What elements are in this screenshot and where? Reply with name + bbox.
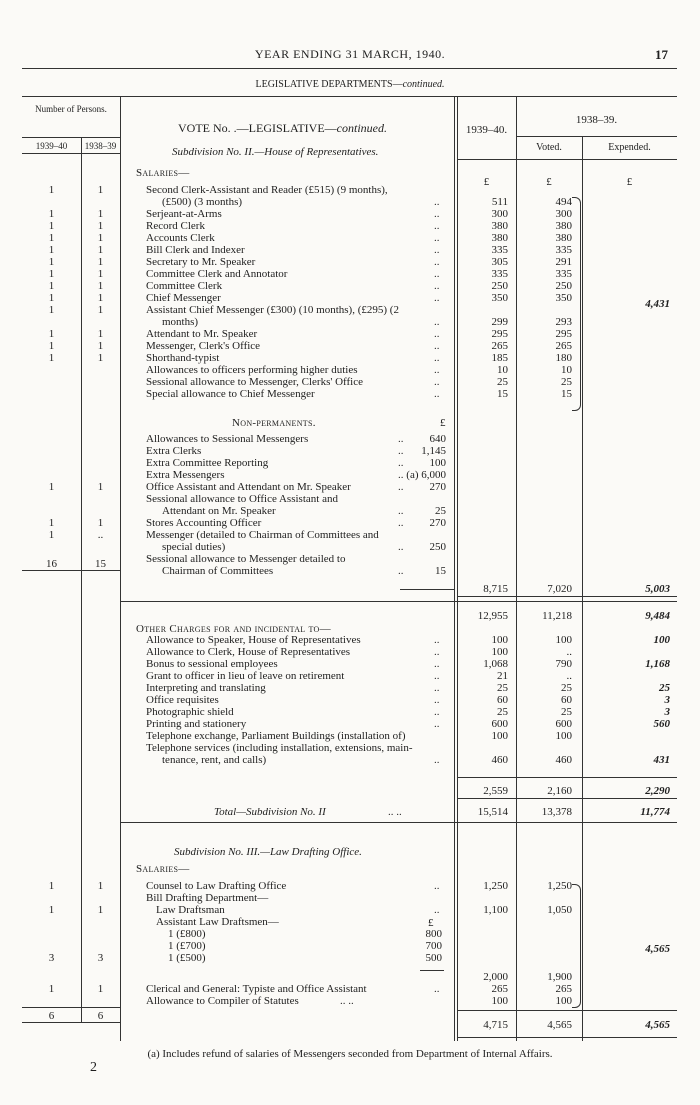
rule-line bbox=[457, 777, 677, 778]
voted-1938-39: 100 bbox=[555, 634, 572, 646]
persons-1939-cell: 1 bbox=[48, 292, 55, 304]
persons-1939-cell: 1 bbox=[48, 328, 55, 340]
leader-dots: .. bbox=[434, 328, 440, 340]
row-description: Extra Clerks bbox=[146, 445, 202, 457]
persons-1939-cell: 1 bbox=[48, 983, 55, 995]
persons-1939-cell: 1 bbox=[48, 208, 55, 220]
row-description: 1 (£800) bbox=[168, 928, 206, 940]
voted-1938-39: 460 bbox=[555, 754, 572, 766]
voted-1938-39: 25 bbox=[561, 682, 572, 694]
non-permanent-amount: 640 bbox=[429, 433, 446, 445]
rule-line bbox=[120, 822, 677, 823]
subtotal-voted: 11,218 bbox=[542, 610, 572, 622]
row-description: Interpreting and translating bbox=[146, 682, 266, 694]
row-description: Stores Accounting Officer bbox=[146, 517, 262, 529]
row-description: Bill Clerk and Indexer bbox=[146, 244, 245, 256]
amount-1939-40: 2,000 bbox=[483, 971, 508, 983]
other-total-expended: 2,290 bbox=[645, 785, 670, 797]
leader-dots: .. bbox=[434, 634, 440, 646]
rule-line bbox=[457, 798, 677, 799]
persons-1938-cell: 1 bbox=[97, 220, 104, 232]
row-description: Clerical and General: Typiste and Office Assistant bbox=[146, 983, 367, 995]
non-permanent-amount: 270 bbox=[429, 517, 446, 529]
rule-line bbox=[457, 1010, 677, 1011]
persons-1939-cell: 1 bbox=[48, 232, 55, 244]
leader-dots: .. bbox=[434, 196, 440, 208]
subtotal-expended: 9,484 bbox=[645, 610, 670, 622]
leader-dots: .. bbox=[434, 983, 440, 995]
row-description: Bonus to sessional employees bbox=[146, 658, 278, 670]
voted-1938-39: 15 bbox=[561, 388, 572, 400]
non-permanents-heading: Non-permanents. bbox=[232, 417, 316, 429]
persons-1938-cell: 1 bbox=[97, 208, 104, 220]
subtotal-1939-40: 12,955 bbox=[477, 610, 508, 622]
row-description: Secretary to Mr. Speaker bbox=[146, 256, 256, 268]
voted-1938-39: 380 bbox=[555, 220, 572, 232]
voted-1938-39: .. bbox=[566, 670, 572, 682]
leader-dots: .. bbox=[398, 517, 404, 529]
amount-1939-40: 100 bbox=[491, 634, 508, 646]
currency-symbol: £ bbox=[440, 417, 446, 429]
amount-1939-40: 265 bbox=[491, 340, 508, 352]
voted-1938-39: 291 bbox=[555, 256, 572, 268]
persons-1938-cell: 1 bbox=[97, 517, 104, 529]
voted-1938-39: 1,250 bbox=[547, 880, 572, 892]
rule-line bbox=[22, 1007, 120, 1008]
rule-line bbox=[22, 570, 120, 571]
leader-dots: .. bbox=[434, 280, 440, 292]
assistant-amount: 800 bbox=[425, 928, 442, 940]
row-description: Allowances to officers performing higher duties bbox=[146, 364, 358, 376]
leader-dots: .. bbox=[434, 244, 440, 256]
row-description: Sessional allowance to Messenger detailed to bbox=[146, 553, 346, 565]
voted-1938-39: 100 bbox=[555, 730, 572, 742]
leader-dots: .. bbox=[434, 352, 440, 364]
total-expended: 4,565 bbox=[645, 1019, 670, 1031]
persons-1938-cell: 1 bbox=[97, 880, 104, 892]
amount-1939-40: 10 bbox=[497, 364, 508, 376]
voted-1938-39: 300 bbox=[555, 208, 572, 220]
row-description: 1 (£500) bbox=[168, 952, 206, 964]
row-description: Allowance to Compiler of Statutes bbox=[146, 995, 299, 1007]
amount-1939-40: 380 bbox=[491, 232, 508, 244]
section-subtitle: LEGISLATIVE DEPARTMENTS—continued. bbox=[255, 79, 445, 90]
amount-1939-40: 100 bbox=[491, 995, 508, 1007]
voted-1938-39: 350 bbox=[555, 292, 572, 304]
total-voted: 4,565 bbox=[547, 1019, 572, 1031]
row-description: Extra Messengers bbox=[146, 469, 225, 481]
row-description: Law Draftsman bbox=[156, 904, 225, 916]
voted-header: Voted. bbox=[536, 142, 562, 153]
row-description: Grant to officer in lieu of leave on retirement bbox=[146, 670, 345, 682]
voted-1938-39: 265 bbox=[555, 983, 572, 995]
row-description: Committee Clerk bbox=[146, 280, 223, 292]
amount-1939-40: 25 bbox=[497, 682, 508, 694]
total-label: Total—Subdivision No. II bbox=[214, 806, 326, 818]
non-permanent-amount: 25 bbox=[435, 505, 446, 517]
leader-dots: .. bbox=[398, 433, 404, 445]
amount-1939-40: 265 bbox=[491, 983, 508, 995]
page-title: YEAR ENDING 31 MARCH, 1940. bbox=[254, 47, 446, 61]
amount-1939-40: 100 bbox=[491, 730, 508, 742]
voted-1938-39: 265 bbox=[555, 340, 572, 352]
persons-1939-cell: 1 bbox=[48, 256, 55, 268]
currency-symbol: £ bbox=[428, 917, 434, 929]
row-description: Messenger (detailed to Chairman of Committees and bbox=[146, 529, 379, 541]
amount-1939-40: 335 bbox=[491, 268, 508, 280]
leader-dots: .. bbox=[434, 220, 440, 232]
amount-1939-40: 511 bbox=[491, 196, 508, 208]
row-description: Telephone services (including installation, extensions, main- bbox=[146, 742, 413, 754]
leader-dots: .. bbox=[434, 754, 440, 766]
persons-total-1939: 16 bbox=[46, 558, 57, 570]
non-permanent-amount: 15 bbox=[435, 565, 446, 577]
persons-1938-cell: 1 bbox=[97, 904, 104, 916]
total-expended: 11,774 bbox=[640, 806, 670, 818]
amount-1939-40: 1,250 bbox=[483, 880, 508, 892]
voted-1938-39: 335 bbox=[555, 244, 572, 256]
persons-1939-cell: 1 bbox=[48, 280, 55, 292]
total-voted: 13,378 bbox=[541, 806, 572, 818]
leader-dots: .. bbox=[434, 208, 440, 220]
currency-symbol: £ bbox=[546, 176, 552, 188]
leader-dots: .. bbox=[434, 682, 440, 694]
persons-1938-cell: 1 bbox=[97, 340, 104, 352]
row-description-continued: tenance, rent, and calls) bbox=[162, 754, 267, 766]
amount-1939-40: 300 bbox=[491, 208, 508, 220]
persons-1939-cell: 1 bbox=[48, 268, 55, 280]
row-description: Record Clerk bbox=[146, 220, 205, 232]
leader-dots: .. bbox=[434, 670, 440, 682]
row-description-continued: Chairman of Committees bbox=[162, 565, 274, 577]
total-1939-40: 15,514 bbox=[477, 806, 508, 818]
leader-dots: .. bbox=[434, 658, 440, 670]
subdivision-2-title: Subdivision No. II.—House of Representatives. bbox=[172, 146, 379, 158]
expended-1938-39: 25 bbox=[659, 682, 670, 694]
amount-1939-40: 185 bbox=[491, 352, 508, 364]
persons-1939-cell: 1 bbox=[48, 184, 55, 196]
leader-dots: .. bbox=[398, 565, 404, 577]
amount-1939-40: 250 bbox=[491, 280, 508, 292]
amount-1939-40: 350 bbox=[491, 292, 508, 304]
assistant-amount: 700 bbox=[425, 940, 442, 952]
amount-1939-40: 1,100 bbox=[483, 904, 508, 916]
vote-title: VOTE No. .—LEGISLATIVE—continued. bbox=[178, 121, 387, 135]
amount-1939-40: 25 bbox=[497, 376, 508, 388]
persons-1938-cell: 1 bbox=[97, 184, 104, 196]
leader-dots: .. bbox=[434, 268, 440, 280]
persons-1938-cell: 1 bbox=[97, 268, 104, 280]
row-description: Telephone exchange, Parliament Buildings (installation of) bbox=[146, 730, 406, 742]
assistant-amount: 500 bbox=[425, 952, 442, 964]
row-description: Special allowance to Chief Messenger bbox=[146, 388, 315, 400]
total-1939-40: 4,715 bbox=[483, 1019, 508, 1031]
non-permanent-amount: 270 bbox=[429, 481, 446, 493]
amount-1939-40: 460 bbox=[491, 754, 508, 766]
row-description: Second Clerk-Assistant and Reader (£515) (9 months), bbox=[146, 184, 388, 196]
amount-1939-40: 299 bbox=[491, 316, 508, 328]
row-description: Chief Messenger bbox=[146, 292, 221, 304]
brace-icon bbox=[572, 884, 581, 1008]
persons-1938-cell: .. bbox=[97, 529, 104, 541]
leader-dots: .. bbox=[434, 256, 440, 268]
rule-line bbox=[457, 596, 677, 597]
subdivision-3-title: Subdivision No. III.—Law Drafting Office. bbox=[174, 846, 362, 858]
leader-dots: .. .. bbox=[340, 995, 354, 1007]
row-description: Office requisites bbox=[146, 694, 219, 706]
non-permanent-amount: (a) 6,000 bbox=[406, 469, 446, 481]
amount-1939-40: 305 bbox=[491, 256, 508, 268]
persons-1939-cell: 1 bbox=[48, 352, 55, 364]
leader-dots: .. bbox=[434, 904, 440, 916]
voted-1938-39: 790 bbox=[555, 658, 572, 670]
currency-symbol: £ bbox=[483, 176, 490, 188]
other-total-voted: 2,160 bbox=[547, 785, 572, 797]
row-description: Allowance to Speaker, House of Representatives bbox=[146, 634, 361, 646]
leader-dots: .. bbox=[434, 694, 440, 706]
row-description-continued: Attendant on Mr. Speaker bbox=[162, 505, 276, 517]
subtotal-expended: 5,003 bbox=[645, 583, 670, 595]
persons-1938-cell: 1 bbox=[97, 304, 104, 316]
salaries-heading: Salaries— bbox=[136, 167, 190, 179]
persons-1938-cell: 1 bbox=[97, 352, 104, 364]
amount-1939-40: 600 bbox=[491, 718, 508, 730]
voted-1938-39: 25 bbox=[561, 706, 572, 718]
leader-dots: .. bbox=[398, 445, 404, 457]
row-description: Sessional allowance to Office Assistant and bbox=[146, 493, 338, 505]
row-description: Messenger, Clerk's Office bbox=[146, 340, 261, 352]
persons-1939-cell: 1 bbox=[48, 880, 55, 892]
non-permanent-amount: 250 bbox=[429, 541, 446, 553]
header-rule bbox=[457, 159, 677, 160]
persons-1939-header: 1939–40 bbox=[35, 141, 68, 151]
persons-1939-cell: 1 bbox=[48, 304, 55, 316]
voted-1938-39: 60 bbox=[561, 694, 572, 706]
amount-1939-40: 100 bbox=[491, 646, 508, 658]
expended-1938-39: 3 bbox=[664, 706, 670, 718]
persons-total-1938: 15 bbox=[95, 558, 106, 570]
leader-dots: .. .. bbox=[388, 806, 402, 818]
leader-dots: .. bbox=[434, 340, 440, 352]
amount-1939-40: 25 bbox=[497, 706, 508, 718]
leader-dots: .. bbox=[398, 505, 404, 517]
salaries-heading: Salaries— bbox=[136, 863, 190, 875]
subtotal-voted: 7,020 bbox=[547, 583, 572, 595]
persons-1939-cell: 3 bbox=[48, 952, 55, 964]
persons-header: Number of Persons. bbox=[35, 104, 107, 114]
rule-line bbox=[420, 970, 444, 971]
amount-1939-40: 21 bbox=[497, 670, 508, 682]
persons-1938-header: 1938–39 bbox=[84, 141, 117, 151]
persons-1939-cell: 1 bbox=[48, 340, 55, 352]
expended-1938-39: 4,431 bbox=[645, 298, 670, 310]
expended-1938-39: 100 bbox=[653, 634, 670, 646]
amount-1939-40: 15 bbox=[497, 388, 508, 400]
row-description: Printing and stationery bbox=[146, 718, 247, 730]
persons-1938-cell: 1 bbox=[97, 292, 104, 304]
row-description: Shorthand-typist bbox=[146, 352, 220, 364]
row-description: 1 (£700) bbox=[168, 940, 206, 952]
persons-1938-cell: 3 bbox=[97, 952, 104, 964]
voted-1938-39: 295 bbox=[555, 328, 572, 340]
leader-dots: .. bbox=[398, 541, 404, 553]
voted-1938-39: 335 bbox=[555, 268, 572, 280]
row-description: Bill Drafting Department— bbox=[146, 892, 269, 904]
voted-1938-39: 293 bbox=[555, 316, 572, 328]
rule-line bbox=[400, 589, 454, 590]
leader-dots: .. bbox=[398, 469, 404, 481]
persons-1939-cell: 1 bbox=[48, 529, 55, 541]
column-1938-header: 1938–39. bbox=[575, 114, 618, 126]
amount-1939-40: 60 bbox=[497, 694, 508, 706]
voted-1938-39: 25 bbox=[561, 376, 572, 388]
row-description: Sessional allowance to Messenger, Clerks' Office bbox=[146, 376, 364, 388]
header-rule bbox=[22, 137, 120, 138]
persons-1938-cell: 1 bbox=[97, 983, 104, 995]
voted-1938-39: 100 bbox=[555, 995, 572, 1007]
row-description: Serjeant-at-Arms bbox=[146, 208, 222, 220]
amount-1939-40: 295 bbox=[491, 328, 508, 340]
row-description: Assistant Chief Messenger (£300) (10 months), (£295) (2 bbox=[146, 304, 399, 316]
voted-1938-39: 1,900 bbox=[547, 971, 572, 983]
persons-1938-cell: 1 bbox=[97, 328, 104, 340]
column-1939-header: 1939–40. bbox=[465, 124, 508, 136]
leader-dots: .. bbox=[434, 718, 440, 730]
expended-1938-39: 431 bbox=[653, 754, 670, 766]
voted-1938-39: 250 bbox=[555, 280, 572, 292]
leader-dots: .. bbox=[434, 364, 440, 376]
non-permanent-amount: 100 bbox=[429, 457, 446, 469]
leader-dots: .. bbox=[434, 316, 440, 328]
row-description-continued: (£500) (3 months) bbox=[162, 196, 243, 208]
persons-1938-cell: 1 bbox=[97, 256, 104, 268]
persons-1939-cell: 1 bbox=[48, 220, 55, 232]
header-rule bbox=[516, 136, 677, 137]
persons-total-1939: 6 bbox=[48, 1010, 55, 1022]
row-description: Allowances to Sessional Messengers bbox=[146, 433, 309, 445]
header-rule bbox=[22, 153, 120, 154]
page-number: 17 bbox=[655, 47, 668, 62]
persons-1938-cell: 1 bbox=[97, 481, 104, 493]
row-description: Counsel to Law Drafting Office bbox=[146, 880, 287, 892]
leader-dots: .. bbox=[434, 646, 440, 658]
expended-1938-39: 3 bbox=[664, 694, 670, 706]
column-divider bbox=[120, 96, 121, 1041]
expended-1938-39: 560 bbox=[653, 718, 670, 730]
amount-1939-40: 1,068 bbox=[483, 658, 508, 670]
row-description: Committee Clerk and Annotator bbox=[146, 268, 288, 280]
leader-dots: .. bbox=[398, 457, 404, 469]
leader-dots: .. bbox=[434, 292, 440, 304]
subtotal-1939-40: 8,715 bbox=[483, 583, 508, 595]
voted-1938-39: 10 bbox=[561, 364, 572, 376]
row-description: Photographic shield bbox=[146, 706, 234, 718]
expended-1938-39: 1,168 bbox=[645, 658, 670, 670]
non-permanent-amount: 1,145 bbox=[421, 445, 446, 457]
amount-1939-40: 380 bbox=[491, 220, 508, 232]
footnote: (a) Includes refund of salaries of Messengers seconded from Department of Internal Affairs. bbox=[147, 1048, 553, 1060]
persons-total-1938: 6 bbox=[97, 1010, 104, 1022]
voted-1938-39: 600 bbox=[555, 718, 572, 730]
leader-dots: .. bbox=[434, 232, 440, 244]
row-description: Allowance to Clerk, House of Representatives bbox=[146, 646, 351, 658]
persons-1938-cell: 1 bbox=[97, 232, 104, 244]
leader-dots: .. bbox=[398, 481, 404, 493]
persons-1939-cell: 1 bbox=[48, 517, 55, 529]
expended-1938-39: 4,565 bbox=[645, 943, 670, 955]
leader-dots: .. bbox=[434, 880, 440, 892]
voted-1938-39: 494 bbox=[555, 196, 572, 208]
persons-1939-cell: 1 bbox=[48, 481, 55, 493]
row-description: Attendant to Mr. Speaker bbox=[146, 328, 258, 340]
rule-line bbox=[22, 1022, 120, 1023]
voted-1938-39: .. bbox=[566, 646, 572, 658]
row-description: Extra Committee Reporting bbox=[146, 457, 269, 469]
row-description-continued: special duties) bbox=[162, 541, 226, 553]
rule-line bbox=[120, 601, 677, 602]
row-description: Accounts Clerk bbox=[146, 232, 215, 244]
persons-1938-cell: 1 bbox=[97, 244, 104, 256]
other-charges-heading: Other Charges for and incidental to— bbox=[136, 623, 331, 635]
voted-1938-39: 380 bbox=[555, 232, 572, 244]
brace-icon bbox=[572, 197, 581, 411]
leader-dots: .. bbox=[434, 388, 440, 400]
persons-1939-cell: 1 bbox=[48, 904, 55, 916]
leader-dots: .. bbox=[434, 376, 440, 388]
folio-number: 2 bbox=[90, 1060, 97, 1075]
voted-1938-39: 1,050 bbox=[547, 904, 572, 916]
row-description: Assistant Law Draftsmen— bbox=[156, 916, 279, 928]
row-description: Office Assistant and Attendant on Mr. Speaker bbox=[146, 481, 351, 493]
currency-symbol: £ bbox=[626, 176, 633, 188]
leader-dots: .. bbox=[434, 706, 440, 718]
amount-1939-40: 335 bbox=[491, 244, 508, 256]
voted-1938-39: 180 bbox=[555, 352, 572, 364]
other-total-1939-40: 2,559 bbox=[483, 785, 508, 797]
expended-header: Expended. bbox=[608, 142, 651, 153]
rule-line bbox=[457, 1037, 677, 1038]
row-description-continued: months) bbox=[162, 316, 199, 328]
column-divider bbox=[454, 96, 455, 1041]
persons-1938-cell: 1 bbox=[97, 280, 104, 292]
header-rule bbox=[22, 68, 677, 69]
persons-1939-cell: 1 bbox=[48, 244, 55, 256]
